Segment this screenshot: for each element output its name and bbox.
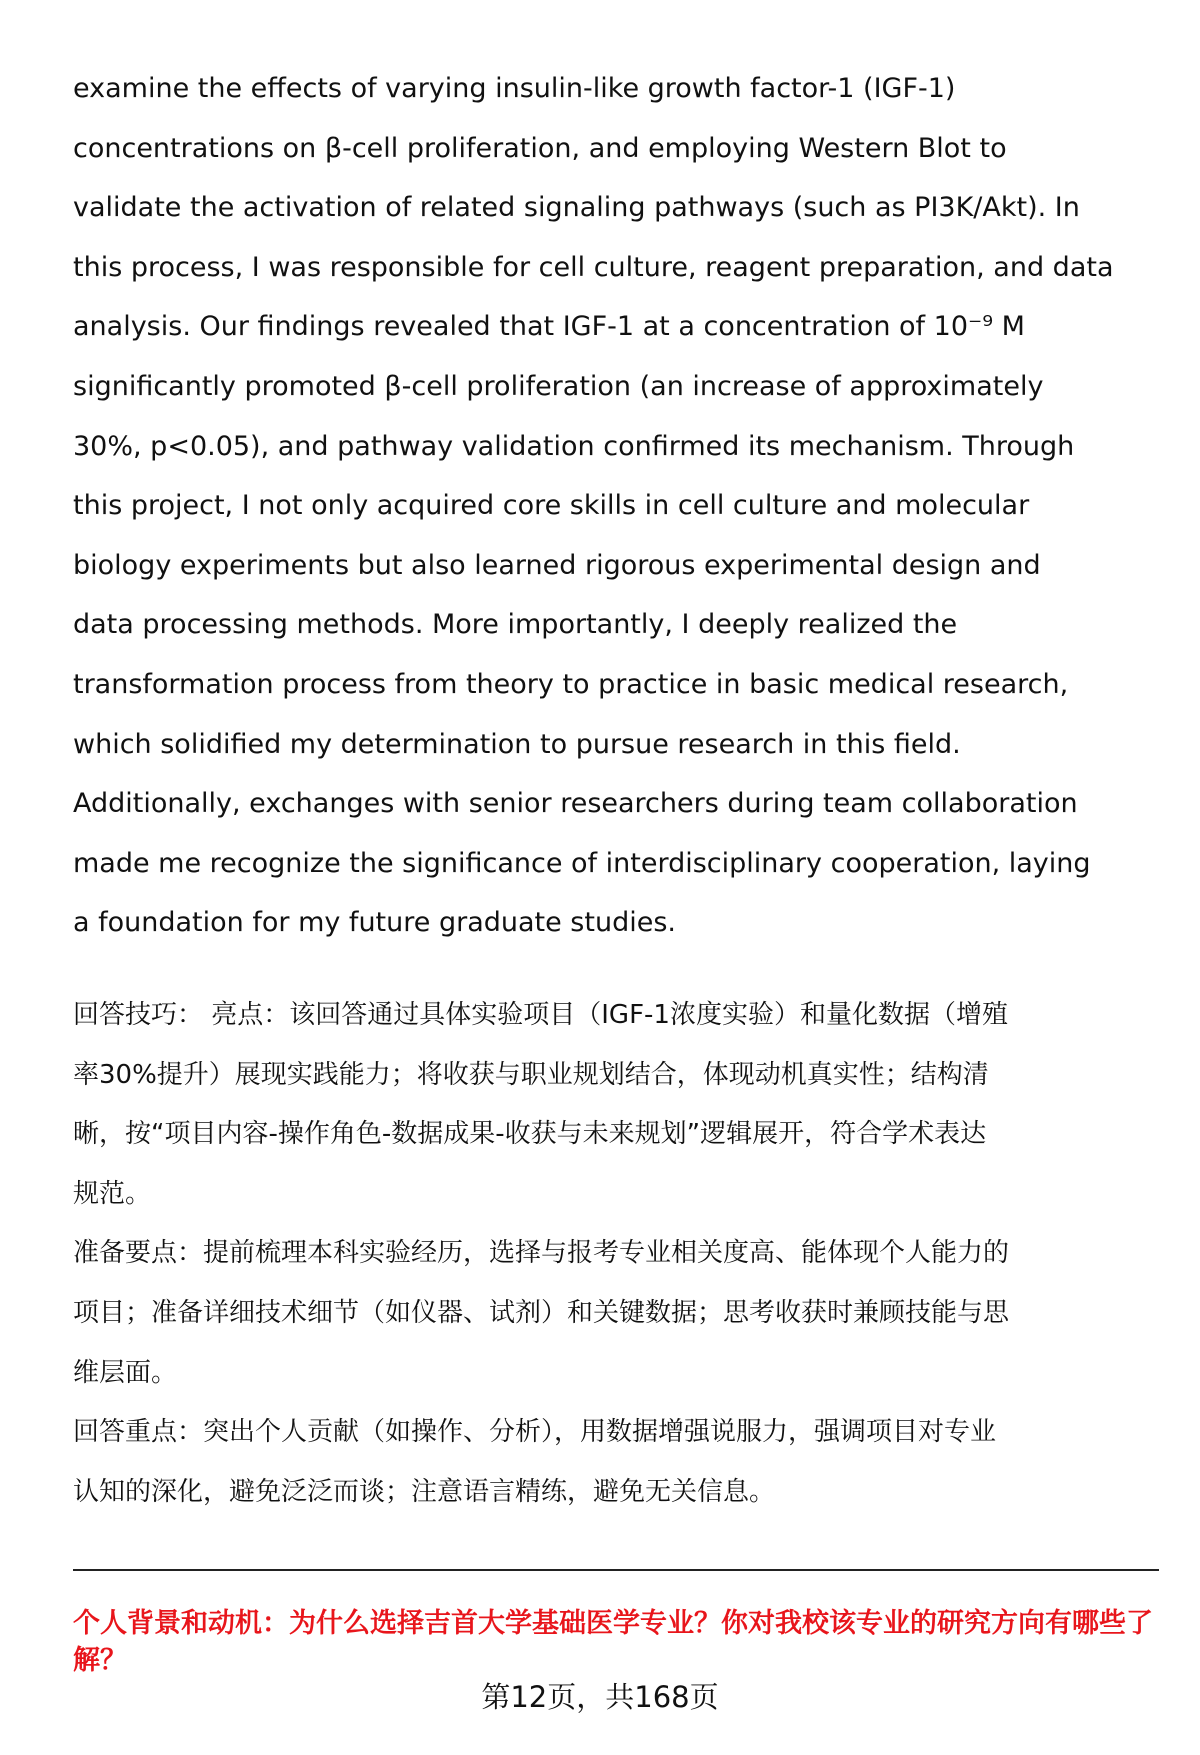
text-line: examine the effects of varying insulin-like growth factor-1 (IGF-1) [73, 73, 956, 104]
text-line: 维层面。 [73, 1357, 178, 1388]
text-line: significantly promoted β-cell proliferation (an increase of approximately [73, 371, 1044, 402]
section-divider [73, 1569, 1159, 1571]
text-line: made me recognize the significance of interdisciplinary cooperation, laying [73, 847, 1091, 879]
text-line: 回答重点：突出个人贡献（如操作、分析），用数据增强说服力，强调项目对专业 [73, 1417, 997, 1448]
page-number: 第12页，共168页 [481, 1680, 719, 1714]
text-line: 认知的深化，避免泛泛而谈；注意语言精练，避免无关信息。 [73, 1476, 776, 1507]
text-line: 30%, p<0.05), and pathway validation confirmed its mechanism. Through [73, 430, 1075, 462]
text-line: 项目；准备详细技术细节（如仪器、试剂）和关键数据；思考收获时兼顾技能与思 [73, 1298, 1010, 1328]
text-line: biology experiments but also learned rigorous experimental design and [73, 549, 1041, 581]
next-question-heading: 个人背景和动机：为什么选择吉首大学基础医学专业？你对我校该专业的研究方向有哪些了解？ [73, 1608, 1153, 1676]
text-line: Additionally, exchanges with senior researchers during team collaboration [73, 788, 1078, 820]
text-line: data processing methods. More importantly, I deeply realized the [73, 609, 958, 641]
text-line: 规范。 [73, 1178, 152, 1209]
text-line: concentrations on β-cell proliferation, and employing Western Blot to [73, 132, 1007, 164]
text-line: 晰，按“项目内容-操作角色-数据成果-收获与未来规划”逻辑展开，符合学术表达 [73, 1119, 987, 1150]
text-line: this project, I not only acquired core skills in cell culture and molecular [73, 490, 1030, 522]
text-line: this process, I was responsible for cell culture, reagent preparation, and data [73, 251, 1114, 283]
text-line: which solidified my determination to pursue research in this field. [73, 728, 961, 760]
text-line: 率30%提升）展现实践能力；将收获与职业规划结合，体现动机真实性；结构清 [73, 1059, 989, 1090]
text-line: a foundation for my future graduate studies. [73, 907, 676, 939]
text-line: 准备要点：提前梳理本科实验经历，选择与报考专业相关度高、能体现个人能力的 [73, 1238, 1010, 1269]
text-line: analysis. Our findings revealed that IGF-1 at a concentration of 10⁻⁹ M [73, 311, 1025, 343]
text-line: 回答技巧： 亮点：该回答通过具体实验项目（IGF-1浓度实验）和量化数据（增殖 [73, 1000, 1008, 1030]
text-line: validate the activation of related signaling pathways (such as PI3K/Akt). In [73, 192, 1080, 224]
text-line: transformation process from theory to practice in basic medical research, [73, 669, 1069, 700]
